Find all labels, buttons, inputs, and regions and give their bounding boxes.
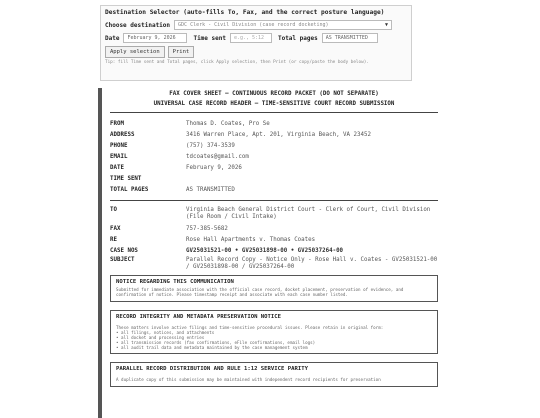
parallel-text: A duplicate copy of this submission may be maintained with independent record recipients for preservation <box>116 377 381 383</box>
list-item: • all filings, notices, and attachments <box>116 330 215 336</box>
field-value: tdcoates@gmail.com <box>186 154 249 160</box>
chevron-down-icon: ▼ <box>385 22 389 28</box>
field-case-nos <box>110 246 438 257</box>
time-sent-input[interactable]: e.g., 5:12 <box>230 33 272 43</box>
document-heading-1: FAX COVER SHEET — CONTINUOUS RECORD PACKET (DO NOT SEPARATE) <box>169 91 379 97</box>
field-value: 3416 Warren Place, Apt. 201, Virginia Beach, VA 23452 <box>186 132 371 138</box>
field-subject <box>110 257 438 271</box>
apply-selection-button[interactable]: Apply selection <box>105 46 165 58</box>
field-key: FAX <box>110 226 121 232</box>
field-key: DATE <box>110 165 124 171</box>
field-phone <box>110 141 438 152</box>
field-key: SUBJECT <box>110 257 135 263</box>
choose-destination-label: Choose destination <box>105 21 171 29</box>
field-value: 757-385-5682 <box>186 226 228 232</box>
date-label: Date <box>105 34 120 42</box>
field-key: TO <box>110 207 117 213</box>
notice-box <box>110 275 438 302</box>
field-value: GV25031521-00 • GV25031898-00 • GV25037264-00 <box>186 248 344 254</box>
date-input[interactable]: February 9, 2026 <box>123 33 187 43</box>
list-item: • all docket and processing entries <box>116 335 205 341</box>
notice-text: Submitted for immediate association with the official case record, docket placement, preservation of evidence, and confirmation of notice. Please timestamp receipt and associate with each case number listed. <box>116 287 404 298</box>
list-item: • all audit trail data and metadata maintained by the case management system <box>116 345 308 351</box>
divider <box>110 112 438 113</box>
field-value: Virginia Beach General District Court - Clerk of Court, Civil Division (File Room / Civil Intake) <box>186 207 431 220</box>
integrity-list <box>116 330 432 350</box>
total-pages-input[interactable]: AS TRANSMITTED <box>322 33 378 43</box>
field-date <box>110 163 438 174</box>
parallel-box <box>110 362 438 386</box>
field-value: Thomas D. Coates, Pro Se <box>186 121 270 127</box>
field-value: AS TRANSMITTED <box>186 187 235 193</box>
panel-title: Destination Selector (auto-fills To, Fax, and the correct posture language) <box>105 9 385 16</box>
field-key: RE <box>110 237 117 243</box>
field-key: TIME SENT <box>110 176 142 182</box>
field-key: EMAIL <box>110 154 128 160</box>
field-re <box>110 235 438 246</box>
field-key: FROM <box>110 121 124 127</box>
time-sent-label: Time sent <box>193 34 226 42</box>
tip-text: Tip: fill Time sent and Total pages, click Apply selection, then Print (or copy/paste the body below). <box>105 60 369 65</box>
destination-select[interactable] <box>174 20 392 30</box>
field-value: (757) 374-3539 <box>186 143 235 149</box>
field-value: February 9, 2026 <box>186 165 242 171</box>
field-key: PHONE <box>110 143 128 149</box>
field-time-sent <box>110 174 438 185</box>
field-key: TOTAL PAGES <box>110 187 149 193</box>
list-item: • all transmission records (fax confirmations, eFile confirmations, email logs) <box>116 340 316 346</box>
field-value <box>186 174 438 185</box>
integrity-box <box>110 310 438 354</box>
field-to <box>110 207 438 221</box>
parallel-title: PARALLEL RECORD DISTRIBUTION AND RULE 1:12 SERVICE PARITY <box>116 366 308 373</box>
field-address <box>110 130 438 141</box>
field-email <box>110 152 438 163</box>
destination-selector-panel <box>100 5 412 81</box>
divider <box>110 200 438 201</box>
total-pages-label: Total pages <box>277 34 318 42</box>
field-from <box>110 119 438 130</box>
destination-select-value: GDC Clerk - Civil Division (case record docketing) <box>178 22 329 28</box>
field-key: CASE NOS <box>110 248 138 254</box>
fax-cover-document <box>98 88 444 418</box>
integrity-title: RECORD INTEGRITY AND METADATA PRESERVATION NOTICE <box>116 313 282 320</box>
field-key: ADDRESS <box>110 132 135 138</box>
field-fax <box>110 224 438 235</box>
document-heading-2: UNIVERSAL CASE RECORD HEADER — TIME-SENSITIVE COURT RECORD SUBMISSION <box>153 101 395 107</box>
field-value: Parallel Record Copy - Notice Only - Rose Hall v. Coates - GV25031521-00 / GV25031898-00 / GV25037264-00 <box>186 257 438 270</box>
integrity-text: These matters involve active filings and time-sensitive procedural issues. Please retain in original form: <box>116 324 384 330</box>
print-button[interactable]: Print <box>168 46 195 58</box>
field-total-pages <box>110 185 438 196</box>
notice-title: NOTICE REGARDING THIS COMMUNICATION <box>116 279 234 285</box>
field-value: Rose Hall Apartments v. Thomas Coates <box>186 237 316 243</box>
